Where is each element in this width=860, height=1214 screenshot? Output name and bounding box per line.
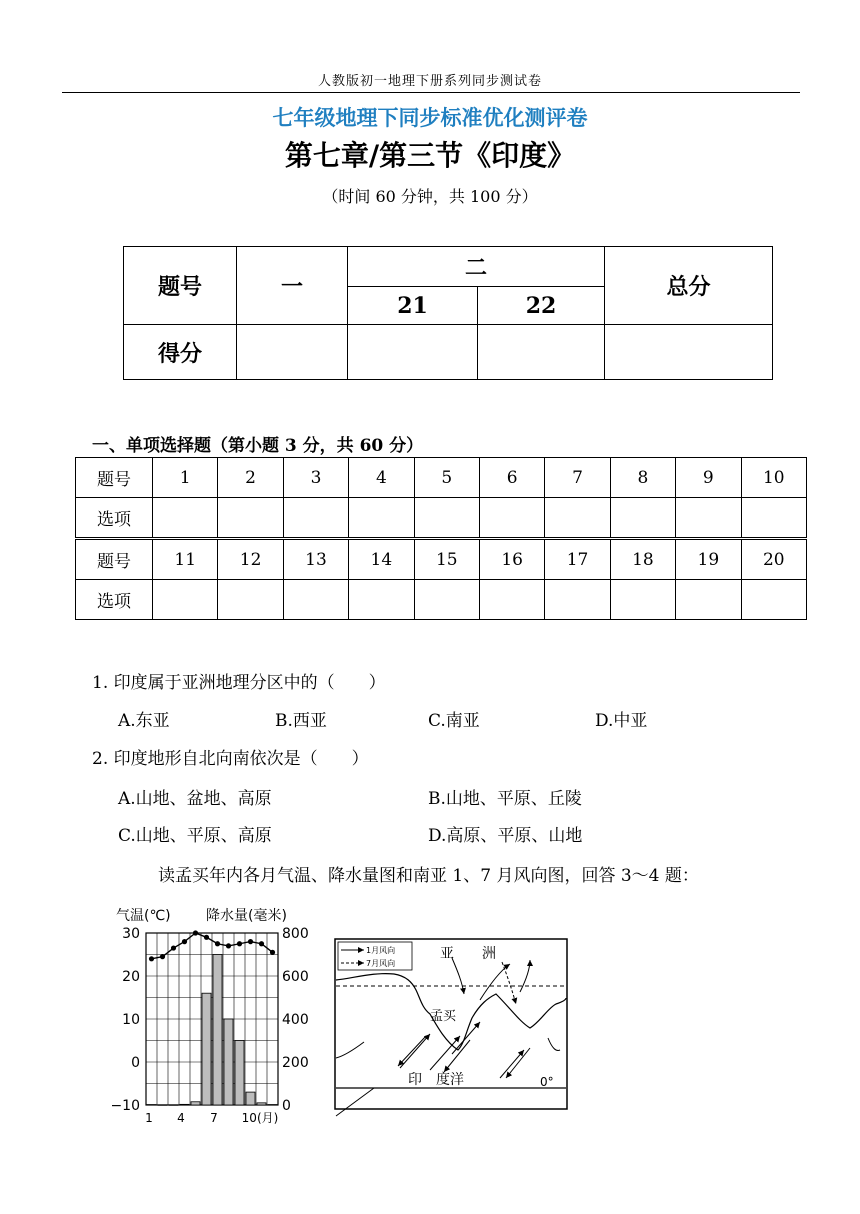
- q2-option-b[interactable]: B.山地、平原、丘陵: [428, 789, 582, 809]
- q1-option-d[interactable]: D.中亚: [595, 711, 648, 731]
- right-tick: 0: [282, 1098, 291, 1114]
- answer-cell[interactable]: [153, 580, 218, 620]
- temp-point: [215, 941, 220, 946]
- answer-cell[interactable]: [479, 580, 544, 620]
- score-col-two: 二: [348, 247, 605, 287]
- left-tick: 30: [122, 926, 140, 942]
- grid-number: 3: [283, 458, 348, 498]
- grid-number: 5: [414, 458, 479, 498]
- answer-cell[interactable]: [545, 580, 610, 620]
- figure-intro: 读孟买年内各月气温、降水量图和南亚 1、7 月风向图，回答 3～4 题：: [158, 866, 699, 886]
- q1-option-c[interactable]: C.南亚: [428, 711, 480, 731]
- q1-option-b[interactable]: B.西亚: [275, 711, 327, 731]
- right-tick: 800: [282, 926, 309, 942]
- equator-label: 0°: [540, 1075, 554, 1089]
- temp-point: [226, 943, 231, 948]
- section1-title: 一、单项选择题（第小题 3 分，共 60 分）: [92, 436, 424, 456]
- answer-cell[interactable]: [741, 580, 806, 620]
- right-axis-title: 降水量(毫米): [206, 908, 287, 924]
- answer-cell[interactable]: [610, 580, 675, 620]
- series-header: 人教版初一地理下册系列同步测试卷: [317, 74, 542, 89]
- temp-point: [270, 950, 275, 955]
- q2-option-d[interactable]: D.高原、平原、山地: [428, 826, 583, 846]
- map-legend: [338, 942, 412, 970]
- question-1-stem: 1. 印度属于亚洲地理分区中的（ ）: [92, 673, 386, 693]
- answer-cell[interactable]: [741, 498, 806, 539]
- grid-number: 7: [545, 458, 610, 498]
- answer-cell[interactable]: [218, 580, 283, 620]
- answer-cell[interactable]: [349, 580, 414, 620]
- grid-label-number: 题号: [76, 458, 153, 498]
- grid-number: 16: [479, 539, 544, 580]
- precip-bar: [147, 1105, 156, 1106]
- x-tick: 1: [145, 1111, 153, 1125]
- answer-cell[interactable]: [349, 498, 414, 539]
- label-asia: 亚 洲: [440, 946, 496, 962]
- grid-number: 9: [676, 458, 741, 498]
- precip-bar: [257, 1103, 266, 1105]
- grid-number: 14: [349, 539, 414, 580]
- score-cell-total[interactable]: [605, 325, 773, 380]
- answer-cell[interactable]: [610, 498, 675, 539]
- legend-jul: 7月风向: [366, 959, 396, 968]
- precip-bar: [202, 993, 211, 1105]
- precip-bar: [158, 1105, 167, 1106]
- score-sub-21: 21: [348, 287, 478, 325]
- grid-label-number: 题号: [76, 539, 153, 580]
- climate-chart: [108, 900, 318, 1125]
- precip-bar: [246, 1092, 255, 1105]
- score-col-total: 总分: [605, 247, 773, 325]
- x-tick: 4: [177, 1111, 185, 1125]
- left-tick: 20: [122, 969, 140, 985]
- temp-point: [204, 935, 209, 940]
- time-note: （时间 60 分钟，共 100 分）: [322, 187, 538, 206]
- grid-number: 11: [153, 539, 218, 580]
- grid-number: 6: [479, 458, 544, 498]
- q1-option-a[interactable]: A.东亚: [118, 711, 170, 731]
- grid-number: 17: [545, 539, 610, 580]
- score-label-score: 得分: [124, 325, 237, 380]
- right-tick: 200: [282, 1055, 309, 1071]
- left-ticks: [110, 926, 140, 1114]
- precip-bar: [169, 1105, 178, 1106]
- chart-grid: [146, 933, 278, 1105]
- temp-point: [171, 945, 176, 950]
- q2-option-c[interactable]: C.山地、平原、高原: [118, 826, 272, 846]
- label-mumbai: 孟买: [430, 1009, 457, 1024]
- score-col-one: 一: [237, 247, 348, 325]
- grid-number: 18: [610, 539, 675, 580]
- grid-label-answer: 选项: [76, 580, 153, 620]
- x-ticks: [145, 1111, 278, 1125]
- grid-number: 20: [741, 539, 806, 580]
- precip-bar: [213, 955, 222, 1106]
- right-tick: 400: [282, 1012, 309, 1028]
- grid-number: 12: [218, 539, 283, 580]
- temp-point: [237, 941, 242, 946]
- q2-option-a[interactable]: A.山地、盆地、高原: [118, 789, 272, 809]
- grid-number: 8: [610, 458, 675, 498]
- grid-number: 10: [741, 458, 806, 498]
- score-label-number: 题号: [124, 247, 237, 325]
- grid-number: 2: [218, 458, 283, 498]
- answer-cell[interactable]: [218, 498, 283, 539]
- grid-number: 19: [676, 539, 741, 580]
- answer-cell[interactable]: [479, 498, 544, 539]
- score-cell-22[interactable]: [478, 325, 605, 380]
- grid-number: 4: [349, 458, 414, 498]
- right-ticks: [282, 926, 309, 1114]
- right-tick: 600: [282, 969, 309, 985]
- temp-point: [182, 939, 187, 944]
- exam-subtitle: 七年级地理下同步标准优化测评卷: [272, 105, 588, 130]
- score-table: [123, 246, 773, 380]
- x-tick: 7: [210, 1111, 218, 1125]
- temp-point: [259, 941, 264, 946]
- left-axis-title: 气温(℃): [116, 908, 171, 924]
- precip-bar: [180, 1104, 189, 1105]
- precip-bar: [191, 1102, 200, 1105]
- legend-jan: 1月风向: [366, 946, 396, 955]
- wind-map: [334, 938, 570, 1118]
- answer-cell[interactable]: [676, 580, 741, 620]
- precip-bar: [268, 1105, 277, 1106]
- answer-cell[interactable]: [414, 498, 479, 539]
- grid-number: 1: [153, 458, 218, 498]
- answer-cell[interactable]: [545, 498, 610, 539]
- left-tick: 10: [122, 1012, 140, 1028]
- answer-cell[interactable]: [153, 498, 218, 539]
- temp-point: [160, 954, 165, 959]
- precip-bar: [224, 1019, 233, 1105]
- answer-grid: [75, 457, 807, 620]
- exam-title: 第七章/第三节《印度》: [284, 139, 576, 172]
- score-cell-21[interactable]: [348, 325, 478, 380]
- left-tick: 0: [131, 1055, 140, 1071]
- precip-bar: [235, 1041, 244, 1106]
- header-rule: [62, 92, 800, 93]
- temp-point: [193, 930, 198, 935]
- label-ocean: 印 度洋: [408, 1072, 464, 1088]
- temp-point: [248, 939, 253, 944]
- temp-point: [149, 956, 154, 961]
- answer-cell[interactable]: [414, 580, 479, 620]
- grid-number: 13: [283, 539, 348, 580]
- answer-cell[interactable]: [283, 498, 348, 539]
- answer-cell[interactable]: [676, 498, 741, 539]
- grid-number: 15: [414, 539, 479, 580]
- answer-cell[interactable]: [283, 580, 348, 620]
- score-sub-22: 22: [478, 287, 605, 325]
- grid-label-answer: 选项: [76, 498, 153, 539]
- x-tick: 10(月): [241, 1111, 279, 1125]
- question-2-stem: 2. 印度地形自北向南依次是（ ）: [92, 749, 369, 769]
- left-tick: −10: [110, 1098, 140, 1114]
- score-cell-one[interactable]: [237, 325, 348, 380]
